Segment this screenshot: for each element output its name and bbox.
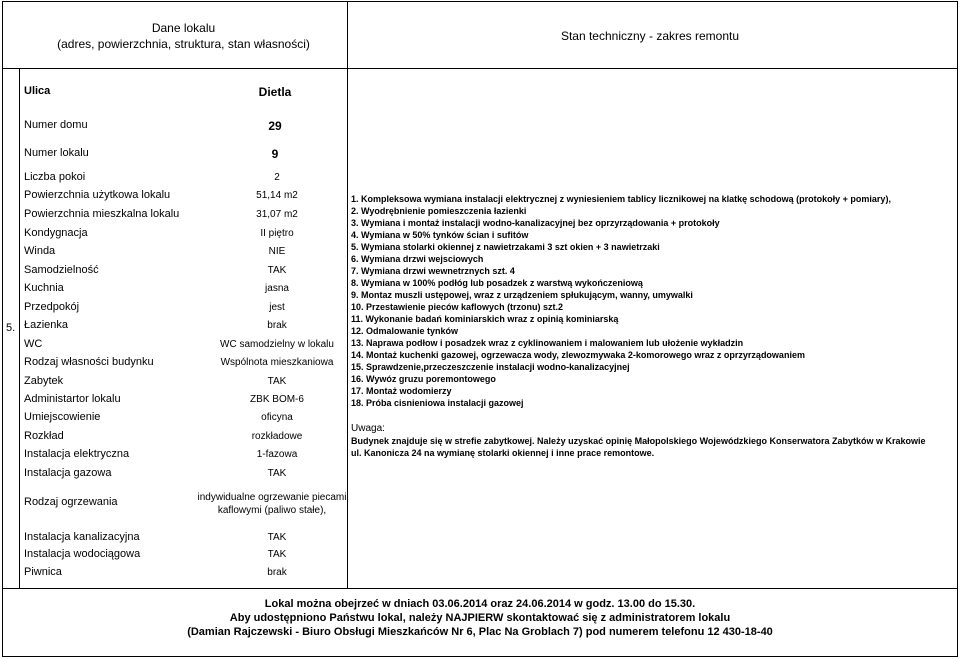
footer-line: (Damian Rajczewski - Biuro Obsługi Mieszkańców Nr 6, Plac Na Groblach 7) pod numerem telefonu 12 430-18-40 <box>187 626 773 638</box>
detail-label: Zabytek <box>24 375 64 387</box>
detail-label: Przedpokój <box>24 301 80 313</box>
repairs-list <box>351 193 891 409</box>
detail-value: jest <box>269 302 285 313</box>
apartment-number-value: 9 <box>271 147 279 161</box>
detail-value: TAK <box>267 468 287 479</box>
divider <box>19 68 20 588</box>
footer-line: Lokal można obejrzeć w dniach 03.06.2014 oraz 24.06.2014 w godz. 13.00 do 15.30. <box>264 598 696 610</box>
basement-value: brak <box>267 567 287 578</box>
list-item: 2. Wyodrębnienie pomieszczenia łazienki <box>351 206 527 216</box>
divider <box>2 68 958 69</box>
sewage-label: Instalacja kanalizacyjna <box>24 531 140 543</box>
list-item: 6. Wymiana drzwi wejsciowych <box>351 254 484 264</box>
note <box>351 423 925 459</box>
list-item: 13. Naprawa podłow i posadzek wraz z cyklinowaniem i malowaniem lub ułożenie wykładzin <box>351 338 744 348</box>
list-item: 15. Sprawdzenie,przeczeszczenie instalacji wodno-kanalizacyjnej <box>351 362 630 372</box>
heating-value: indywidualne ogrzewanie piecami kaflowymi (paliwo stałe), <box>197 492 347 516</box>
detail-value: TAK <box>267 265 287 276</box>
detail-value: 1-fazowa <box>256 449 298 460</box>
water-value: TAK <box>267 549 287 560</box>
basement-label: Piwnica <box>24 566 62 578</box>
street-value: Dietla <box>258 85 292 99</box>
detail-value: NIE <box>268 246 286 257</box>
detail-value: brak <box>267 320 287 331</box>
detail-label: Kondygnacja <box>24 227 88 239</box>
detail-label: Winda <box>24 245 56 257</box>
detail-value: jasna <box>265 283 289 294</box>
list-item: 12. Odmalowanie tynków <box>351 326 459 336</box>
header-left <box>20 20 347 52</box>
list-item: 10. Przestawienie pieców kaflowych (trzonu) szt.2 <box>351 302 564 312</box>
house-number-value: 29 <box>268 119 282 133</box>
list-item: 14. Montaż kuchenki gazowej, ogrzewacza wody, zlewozmywaka 2-komorowego wraz z oprzyrządowaniem <box>351 350 805 360</box>
detail-value: Wspólnota mieszkaniowa <box>220 357 334 368</box>
water-label: Instalacja wodociągowa <box>24 548 141 560</box>
header-right-title: Stan techniczny - zakres remontu <box>560 29 740 43</box>
list-item: 11. Wykonanie badań kominiarskich wraz z opinią kominiarską <box>351 314 619 324</box>
list-item: 7. Wymiana drzwi wewnetrznych szt. 4 <box>351 266 515 276</box>
detail-label: Liczba pokoi <box>24 171 86 183</box>
detail-value: ZBK BOM-6 <box>250 394 304 405</box>
note-title: Uwaga: <box>351 423 385 434</box>
detail-value: TAK <box>267 376 287 387</box>
detail-value: 31,07 m2 <box>256 209 298 220</box>
detail-label: Powierzchnia mieszkalna lokalu <box>24 208 180 220</box>
detail-value: WC samodzielny w lokalu <box>220 339 334 350</box>
list-item: 8. Wymiana w 100% podłóg lub posadzek z warstwą wykończeniową <box>351 278 643 288</box>
apartment-number-label: Numer lokalu <box>24 147 89 159</box>
detail-label: Instalacja gazowa <box>24 467 112 479</box>
note-line: Budynek znajduje się w strefie zabytkowej. Należy uzyskać opinię Małopolskiego Wojewódzkiego Konserwatora Zabytków w Krakowie <box>351 436 926 446</box>
detail-label: Rozkład <box>24 430 64 442</box>
sewage-value: TAK <box>267 532 287 543</box>
detail-label: Kuchnia <box>24 282 64 294</box>
list-item: 1. Kompleksowa wymiana instalacji elektrycznej z wyniesieniem tablicy licznikowej na klatkę schodową (protokoły + pomiary), <box>351 194 891 204</box>
street-label: Ulica <box>24 85 51 97</box>
header-left-title: Dane lokalu <box>151 21 216 35</box>
row-number: 5. <box>6 322 16 334</box>
list-item: 9. Montaz muszli ustępowej, wraz z urządzeniem spłukującym, wanny, umywalki <box>351 290 693 300</box>
list-item: 16. Wywóz gruzu poremontowego <box>351 374 496 384</box>
footer <box>2 597 958 639</box>
detail-label: Rodzaj własności budynku <box>24 356 154 368</box>
list-item: 3. Wymiana i montaż instalacji wodno-kanalizacyjnej bez oprzyrządowania + protokoły <box>351 218 720 228</box>
footer-line: Aby udostępniono Państwu lokal, należy NAJPIERW skontaktować się z administratorem lokalu <box>229 612 731 624</box>
detail-value: II piętro <box>260 228 294 239</box>
detail-label: Łazienka <box>24 319 69 331</box>
detail-label: Instalacja elektryczna <box>24 448 130 460</box>
list-item: 18. Próba cisnieniowa instalacji gazowej <box>351 398 524 408</box>
detail-label: WC <box>24 338 43 350</box>
header-left-subtitle: (adres, powierzchnia, struktura, stan własności) <box>57 37 310 51</box>
detail-label: Powierzchnia użytkowa lokalu <box>24 189 171 201</box>
list-item: 5. Wymiana stolarki okiennej z nawietrzakami 3 szt okien + 3 nawietrzaki <box>351 242 660 252</box>
detail-label: Administartor lokalu <box>24 393 121 405</box>
note-line: ul. Kanonicza 24 na wymianę stolarki okiennej i inne prace remontowe. <box>351 448 655 458</box>
detail-label: Samodzielność <box>24 264 99 276</box>
list-item: 4. Wymiana w 50% tynków ścian i sufitów <box>351 230 529 240</box>
detail-value: oficyna <box>261 412 293 423</box>
house-number-label: Numer domu <box>24 119 88 131</box>
detail-value: 51,14 m2 <box>256 190 298 201</box>
detail-value: 2 <box>274 172 280 183</box>
list-item: 17. Montaż wodomierzy <box>351 386 452 396</box>
detail-label: Umiejscowienie <box>24 411 101 423</box>
heating-label: Rodzaj ogrzewania <box>24 496 118 508</box>
divider <box>2 588 958 589</box>
detail-value: rozkładowe <box>251 431 303 442</box>
